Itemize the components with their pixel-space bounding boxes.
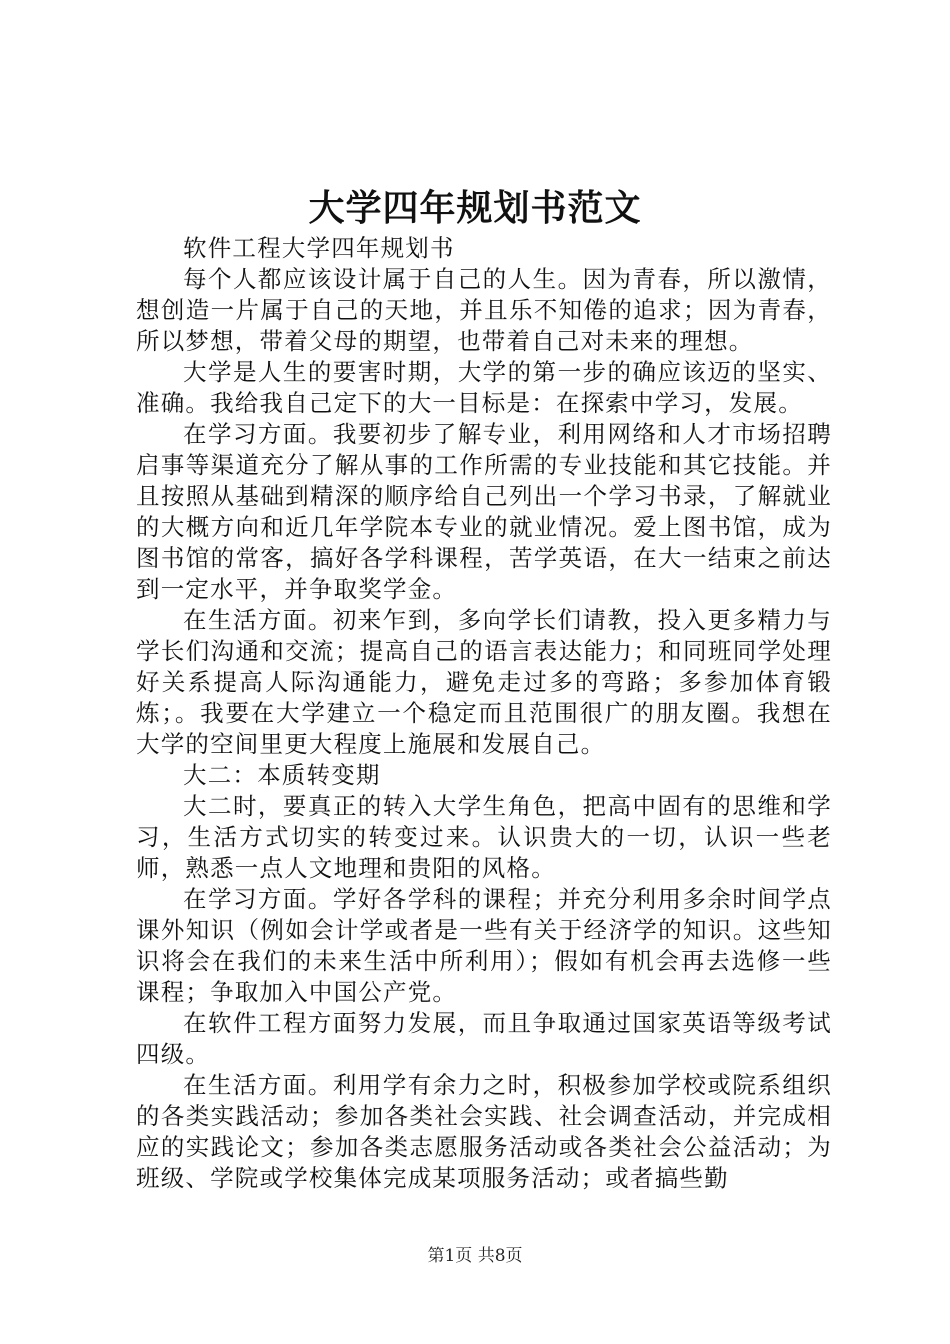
paragraph: 在学习方面。学好各学科的课程；并充分利用多余时间学点课外知识（例如会计学或者是一些有关于经济学的知识。这些知识将会在我们的未来生活中所利用）；假如有机会再去选修一些课程；争取加入中国公产党。 — [136, 885, 832, 1006]
paragraph: 大二时，要真正的转入大学生角色，把高中固有的思维和学习，生活方式切实的转变过来。认识贵大的一切，认识一些老师，熟悉一点人文地理和贵阳的风格。 — [136, 792, 832, 882]
paragraph: 每个人都应该设计属于自己的人生。因为青春，所以激情，想创造一片属于自己的天地，并且乐不知倦的追求；因为青春，所以梦想，带着父母的期望，也带着自己对未来的理想。 — [136, 265, 832, 355]
paragraph: 在生活方面。初来乍到，多向学长们请教，投入更多精力与学长们沟通和交流；提高自己的语言表达能力；和同班同学处理好关系提高人际沟通能力，避免走过多的弯路；多参加体育锻炼；。我要在大学建立一个稳定而且范围很广的朋友圈。我想在大学的空间里更大程度上施展和发展自己。 — [136, 606, 832, 758]
paragraph: 大学是人生的要害时期，大学的第一步的确应该迈的坚实、准确。我给我自己定下的大一目标是：在探索中学习，发展。 — [136, 358, 832, 417]
paragraph-subtitle: 软件工程大学四年规划书 — [183, 234, 455, 262]
document-body — [136, 233, 832, 1194]
document-title: 大学四年规划书范文 — [308, 187, 642, 229]
paragraph: 在学习方面。我要初步了解专业，利用网络和人才市场招聘启事等渠道充分了解从事的工作所需的专业技能和其它技能。并且按照从基础到精深的顺序给自己列出一个学习书录，了解就业的大概方向和近几年学院本专业的就业情况。爱上图书馆，成为图书馆的常客，搞好各学科课程，苦学英语，在大一结束之前达到一定水平，并争取奖学金。 — [136, 420, 832, 603]
paragraph: 在生活方面。利用学有余力之时，积极参加学校或院系组织的各类实践活动；参加各类社会实践、社会调查活动，并完成相应的实践论文；参加各类志愿服务活动或各类社会公益活动；为班级、学院或学校集体完成某项服务活动；或者搞些勤 — [136, 1071, 832, 1192]
paragraph: 在软件工程方面努力发展，而且争取通过国家英语等级考试四级。 — [136, 1009, 832, 1068]
section-heading: 大二：本质转变期 — [183, 761, 381, 789]
page-footer: 第1页 共8页 — [427, 1246, 523, 1266]
